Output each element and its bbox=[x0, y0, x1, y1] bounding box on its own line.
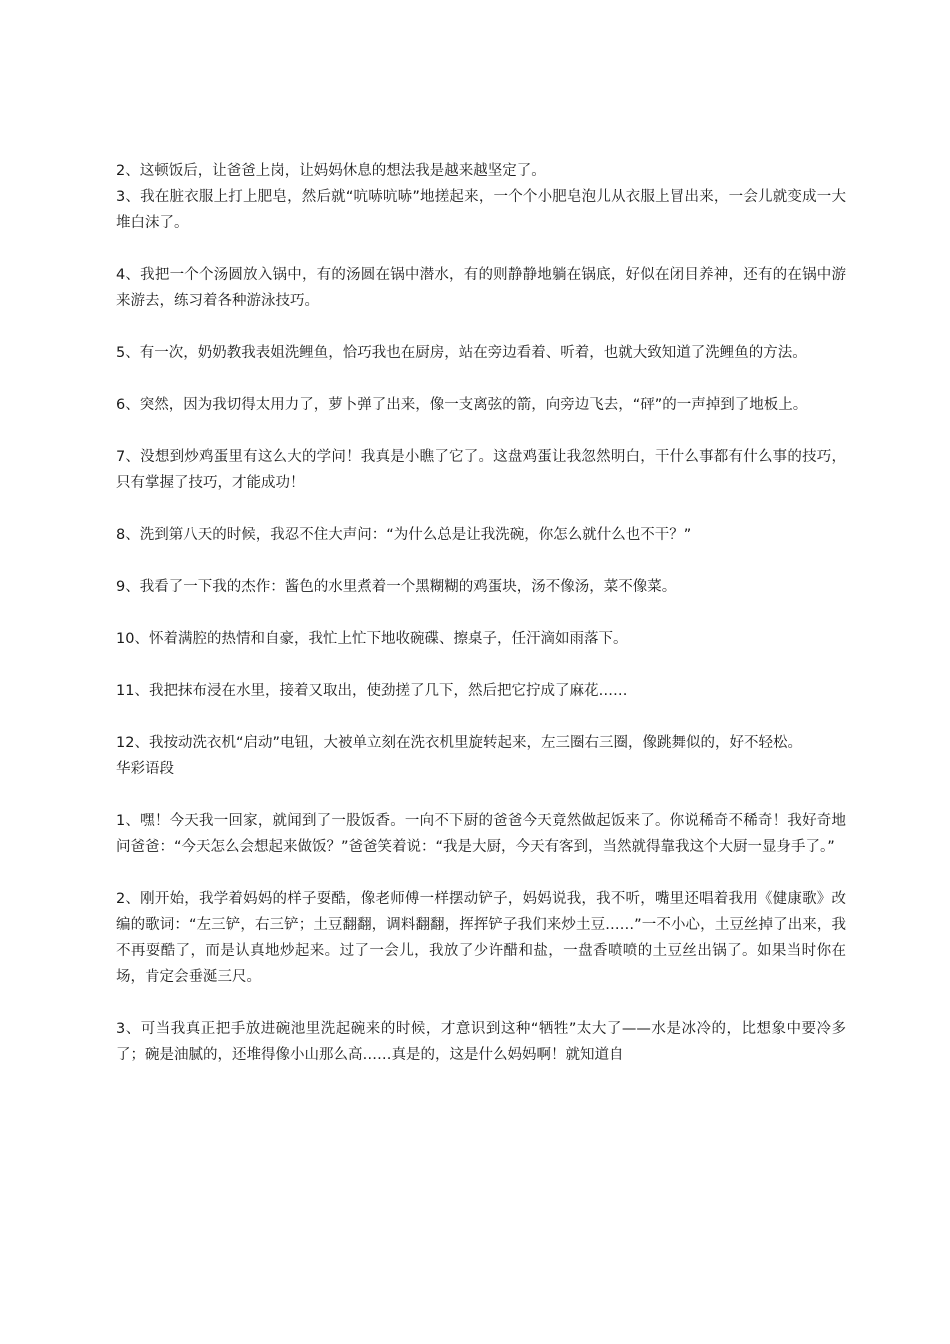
paragraph-7: 7、没想到炒鸡蛋里有这么大的学问！我真是小瞧了它了。这盘鸡蛋让我忽然明白，干什么事都有什么事的技巧，只有掌握了技巧，才能成功！ bbox=[116, 449, 846, 491]
document-body bbox=[116, 158, 846, 1068]
paragraph-10: 10、怀着满腔的热情和自豪，我忙上忙下地收碗碟、擦桌子，任汗滴如雨落下。 bbox=[116, 631, 628, 647]
paragraph-3: 3、我在脏衣服上打上肥皂，然后就“吭哧吭哧”地搓起来，一个个小肥皂泡儿从衣服上冒出来，一会儿就变成一大堆白沫了。 bbox=[116, 189, 846, 231]
paragraph-8: 8、洗到第八天的时候，我忍不住大声问：“为什么总是让我洗碗，你怎么就什么也不干？” bbox=[116, 527, 692, 543]
section-title: 华彩语段 bbox=[116, 761, 174, 777]
paragraph-2: 2、这顿饭后，让爸爸上岗，让妈妈休息的想法我是越来越坚定了。 bbox=[116, 163, 546, 179]
paragraph-11: 11、我把抹布浸在水里，接着又取出，使劲搓了几下，然后把它拧成了麻花…… bbox=[116, 683, 628, 699]
paragraph-6: 6、突然，因为我切得太用力了，萝卜弹了出来，像一支离弦的箭，向旁边飞去，“砰”的一声掉到了地板上。 bbox=[116, 397, 808, 413]
section-paragraph-2: 2、刚开始，我学着妈妈的样子耍酷，像老师傅一样摆动铲子，妈妈说我，我不听，嘴里还唱着我用《健康歌》改编的歌词：“左三铲，右三铲；土豆翻翻，调料翻翻，挥挥铲子我们来炒土豆……”一不小心，土豆丝掉了出来，我不再耍酷了，而是认真地炒起来。过了一会儿，我放了少许醋和盐，一盘香喷喷的土豆丝出锅了。如果当时你在场，肯定会垂涎三尺。 bbox=[116, 891, 846, 985]
paragraph-9: 9、我看了一下我的杰作：酱色的水里煮着一个黑糊糊的鸡蛋块，汤不像汤，菜不像菜。 bbox=[116, 579, 677, 595]
section-paragraph-1: 1、嘿！今天我一回家，就闻到了一股饭香。一向不下厨的爸爸今天竟然做起饭来了。你说稀奇不稀奇！我好奇地问爸爸：“今天怎么会想起来做饭？”爸爸笑着说：“我是大厨，今天有客到，当然就得靠我这个大厨一显身手了。” bbox=[116, 813, 846, 855]
paragraph-12: 12、我按动洗衣机“启动”电钮，大被单立刻在洗衣机里旋转起来，左三圈右三圈，像跳舞似的，好不轻松。 bbox=[116, 735, 802, 751]
paragraph-4: 4、我把一个个汤圆放入锅中，有的汤圆在锅中潜水，有的则静静地躺在锅底，好似在闭目养神，还有的在锅中游来游去，练习着各种游泳技巧。 bbox=[116, 267, 846, 309]
section-paragraph-3: 3、可当我真正把手放进碗池里洗起碗来的时候，才意识到这种“牺牲”太大了——水是冰冷的，比想象中要冷多了；碗是油腻的，还堆得像小山那么高……真是的，这是什么妈妈啊！就知道自 bbox=[116, 1021, 846, 1063]
paragraph-5: 5、有一次，奶奶教我表姐洗鲤鱼，恰巧我也在厨房，站在旁边看着、听着，也就大致知道了洗鲤鱼的方法。 bbox=[116, 345, 807, 361]
